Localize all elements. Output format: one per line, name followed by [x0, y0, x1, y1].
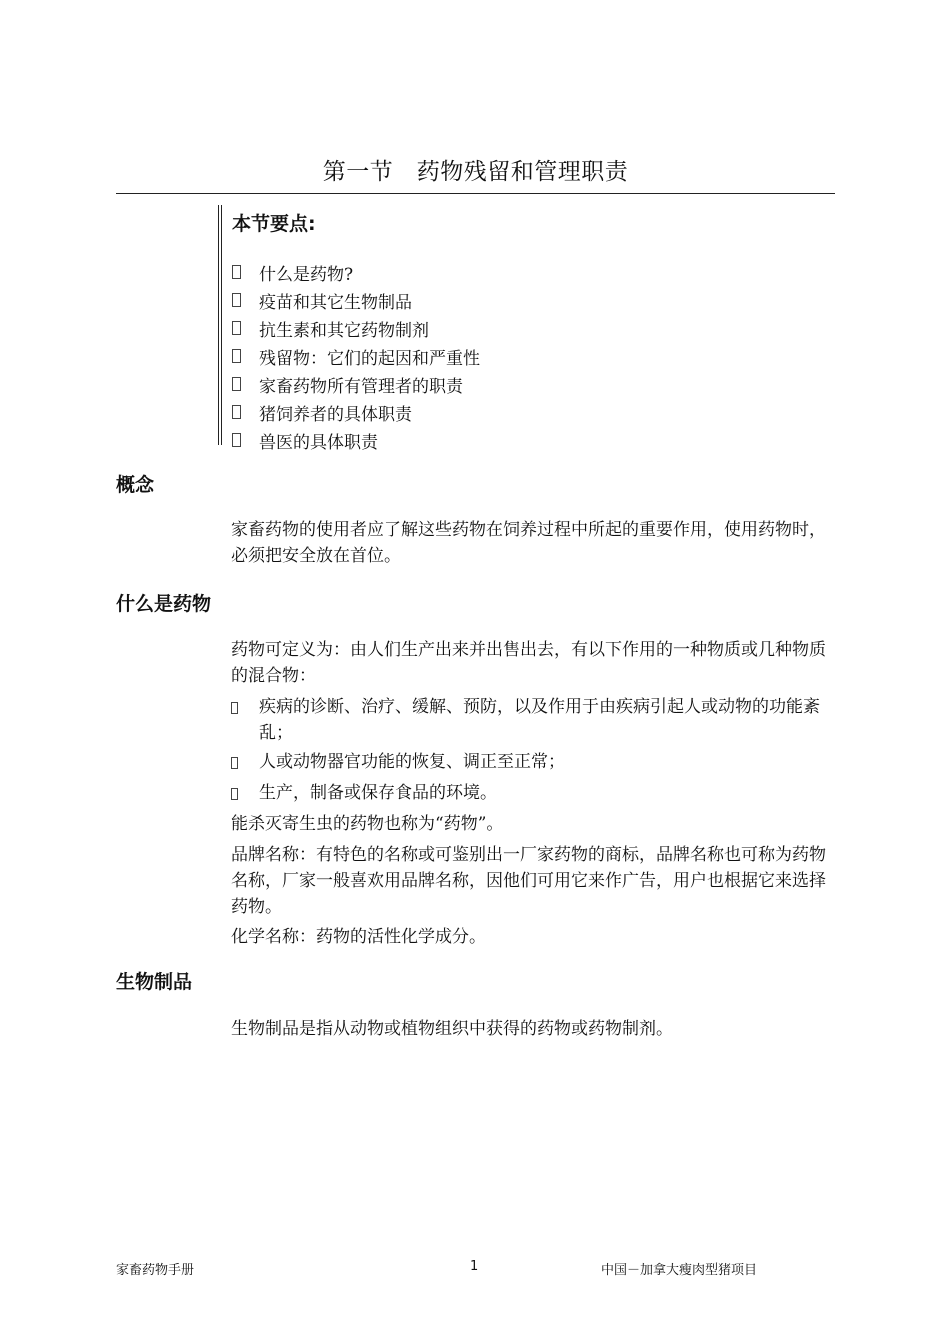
- brand-name-paragraph: 品牌名称：有特色的名称或可鉴别出一厂家药物的商标，品牌名称也可称为药物名称，厂家一般喜欢用品牌名称，因他们可用它来作广告，用户也根据它来选择药物。: [231, 845, 826, 917]
- key-point-item: 什么是药物?: [232, 258, 792, 286]
- biologics-heading: 生物制品: [116, 971, 193, 993]
- footer-right: 中国－加拿大瘦肉型猪项目: [601, 1263, 758, 1278]
- key-point-item: 残留物：它们的起因和严重性: [232, 342, 792, 370]
- key-points-box: [218, 205, 792, 453]
- bullet-icon: [231, 788, 238, 800]
- key-point-item: 疫苗和其它生物制品: [232, 286, 792, 314]
- title-rule: [116, 193, 835, 194]
- bullet-icon: [232, 405, 241, 419]
- bullet-icon: [232, 293, 241, 307]
- bullet-icon: [232, 349, 241, 363]
- concept-heading: 概念: [116, 474, 155, 496]
- definition-list-item: 生产，制备或保存食品的环境。: [231, 780, 836, 806]
- drug-definition-intro: 药物可定义为：由人们生产出来并出售出去，有以下作用的一种物质或几种物质的混合物：: [231, 640, 826, 686]
- concept-paragraph: 家畜药物的使用者应了解这些药物在饲养过程中所起的重要作用，使用药物时，必须把安全放在首位。: [231, 520, 826, 566]
- key-points-heading: 本节要点:: [232, 213, 316, 235]
- definition-list-item: 疾病的诊断、治疗、缓解、预防，以及作用于由疾病引起人或动物的功能紊乱；: [231, 694, 836, 746]
- footer-left: 家畜药物手册: [116, 1263, 195, 1278]
- section-title: 第一节 药物残留和管理职责: [322, 159, 629, 185]
- key-point-item: 抗生素和其它药物制剂: [232, 314, 792, 342]
- what-is-drug-heading: 什么是药物: [116, 593, 212, 615]
- key-point-item: 家畜药物所有管理者的职责: [232, 370, 792, 398]
- parasite-drug-paragraph: 能杀灭寄生虫的药物也称为“药物”。: [231, 814, 504, 834]
- key-point-item: 兽医的具体职责: [232, 426, 792, 454]
- bullet-icon: [232, 321, 241, 335]
- bullet-icon: [231, 702, 238, 714]
- biologics-paragraph: 生物制品是指从动物或植物组织中获得的药物或药物制剂。: [231, 1019, 673, 1039]
- bullet-icon: [231, 757, 238, 769]
- bullet-icon: [232, 265, 241, 279]
- bullet-icon: [232, 433, 241, 447]
- definition-list-item: 人或动物器官功能的恢复、调正至正常；: [231, 749, 836, 775]
- key-point-item: 猪饲养者的具体职责: [232, 398, 792, 426]
- bullet-icon: [232, 377, 241, 391]
- chemical-name-paragraph: 化学名称：药物的活性化学成分。: [231, 927, 486, 947]
- page-number: 1: [470, 1259, 479, 1274]
